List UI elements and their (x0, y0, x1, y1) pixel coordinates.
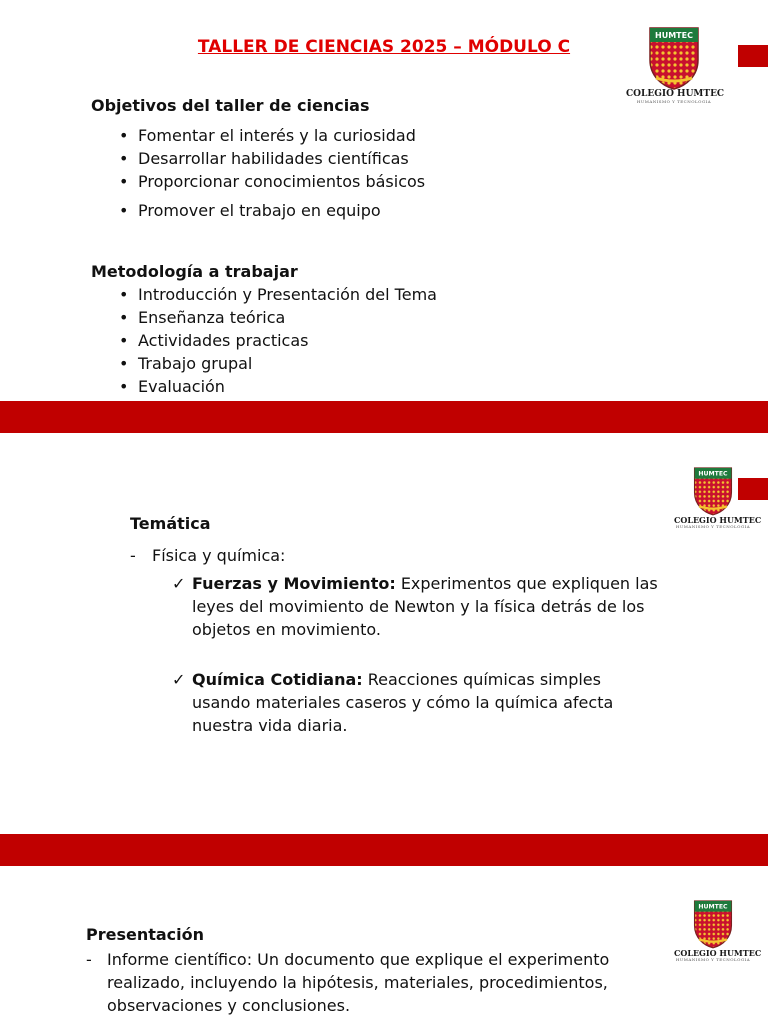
logo-name: COLEGIO HUMTEC (674, 948, 762, 958)
dash-bullet: - (86, 950, 92, 969)
crest-icon (648, 26, 700, 90)
objetivos-heading: Objetivos del taller de ciencias (91, 96, 370, 115)
red-corner-tab (738, 45, 768, 67)
crest-text: HUMTEC (698, 903, 728, 911)
school-logo (674, 466, 762, 529)
topic-label: Química Cotidiana: (192, 670, 363, 689)
list-item: • Evaluación (115, 375, 437, 398)
page-divider-band (0, 401, 768, 433)
tematica-heading: Temática (130, 514, 211, 533)
logo-tagline: HUMANISMO Y TECNOLOGIA (675, 523, 751, 529)
checkmark-icon: ✓ (172, 574, 186, 593)
list-item: • Fomentar el interés y la curiosidad (115, 124, 425, 147)
objetivos-list (115, 124, 425, 222)
subtopic-item (130, 544, 530, 567)
logo-tagline: HUMANISMO Y TECNOLOGIA (675, 956, 751, 962)
school-logo (626, 26, 725, 104)
logo-name: COLEGIO HUMTEC (674, 515, 762, 525)
topic-label: Fuerzas y Movimiento: (192, 574, 396, 593)
crest-text: HUMTEC (698, 470, 728, 478)
presentacion-item (86, 948, 680, 1017)
dash-bullet: - (130, 546, 136, 565)
metodologia-list (115, 283, 437, 398)
presentacion-heading: Presentación (86, 925, 205, 944)
presentacion-text: Informe científico: Un documento que explique el experimento realizado, incluyendo la hipótesis, materiales, procedimientos, observaciones y conclusiones. (107, 950, 610, 1015)
crest-icon (693, 899, 733, 949)
list-item: • Desarrollar habilidades científicas (115, 147, 425, 170)
logo-tagline: HUMANISMO Y TECNOLOGIA (636, 98, 712, 104)
checkmark-icon: ✓ (172, 670, 186, 689)
page-divider-band (0, 834, 768, 866)
list-item: • Proporcionar conocimientos básicos (115, 170, 425, 193)
list-item: • Trabajo grupal (115, 352, 437, 375)
list-item: • Enseñanza teórica (115, 306, 437, 329)
subtopic-label: Física y química: (152, 546, 286, 565)
topic-item (172, 668, 652, 737)
list-item: • Promover el trabajo en equipo (115, 199, 425, 222)
crest-text: HUMTEC (655, 31, 693, 40)
topic-text: Reacciones químicas simples usando materiales caseros y cómo la química afecta nuestra vida diaria. (192, 670, 614, 735)
metodologia-heading: Metodología a trabajar (91, 262, 298, 281)
topic-item (172, 572, 682, 641)
list-item: • Introducción y Presentación del Tema (115, 283, 437, 306)
logo-name: COLEGIO HUMTEC (626, 89, 725, 99)
topic-text: Experimentos que expliquen las leyes del movimiento de Newton y la física detrás de los objetos en movimiento. (192, 574, 658, 639)
crest-icon (693, 466, 733, 516)
list-item: • Actividades practicas (115, 329, 437, 352)
document-title: TALLER DE CIENCIAS 2025 – MÓDULO C (197, 37, 571, 57)
school-logo (674, 899, 762, 962)
